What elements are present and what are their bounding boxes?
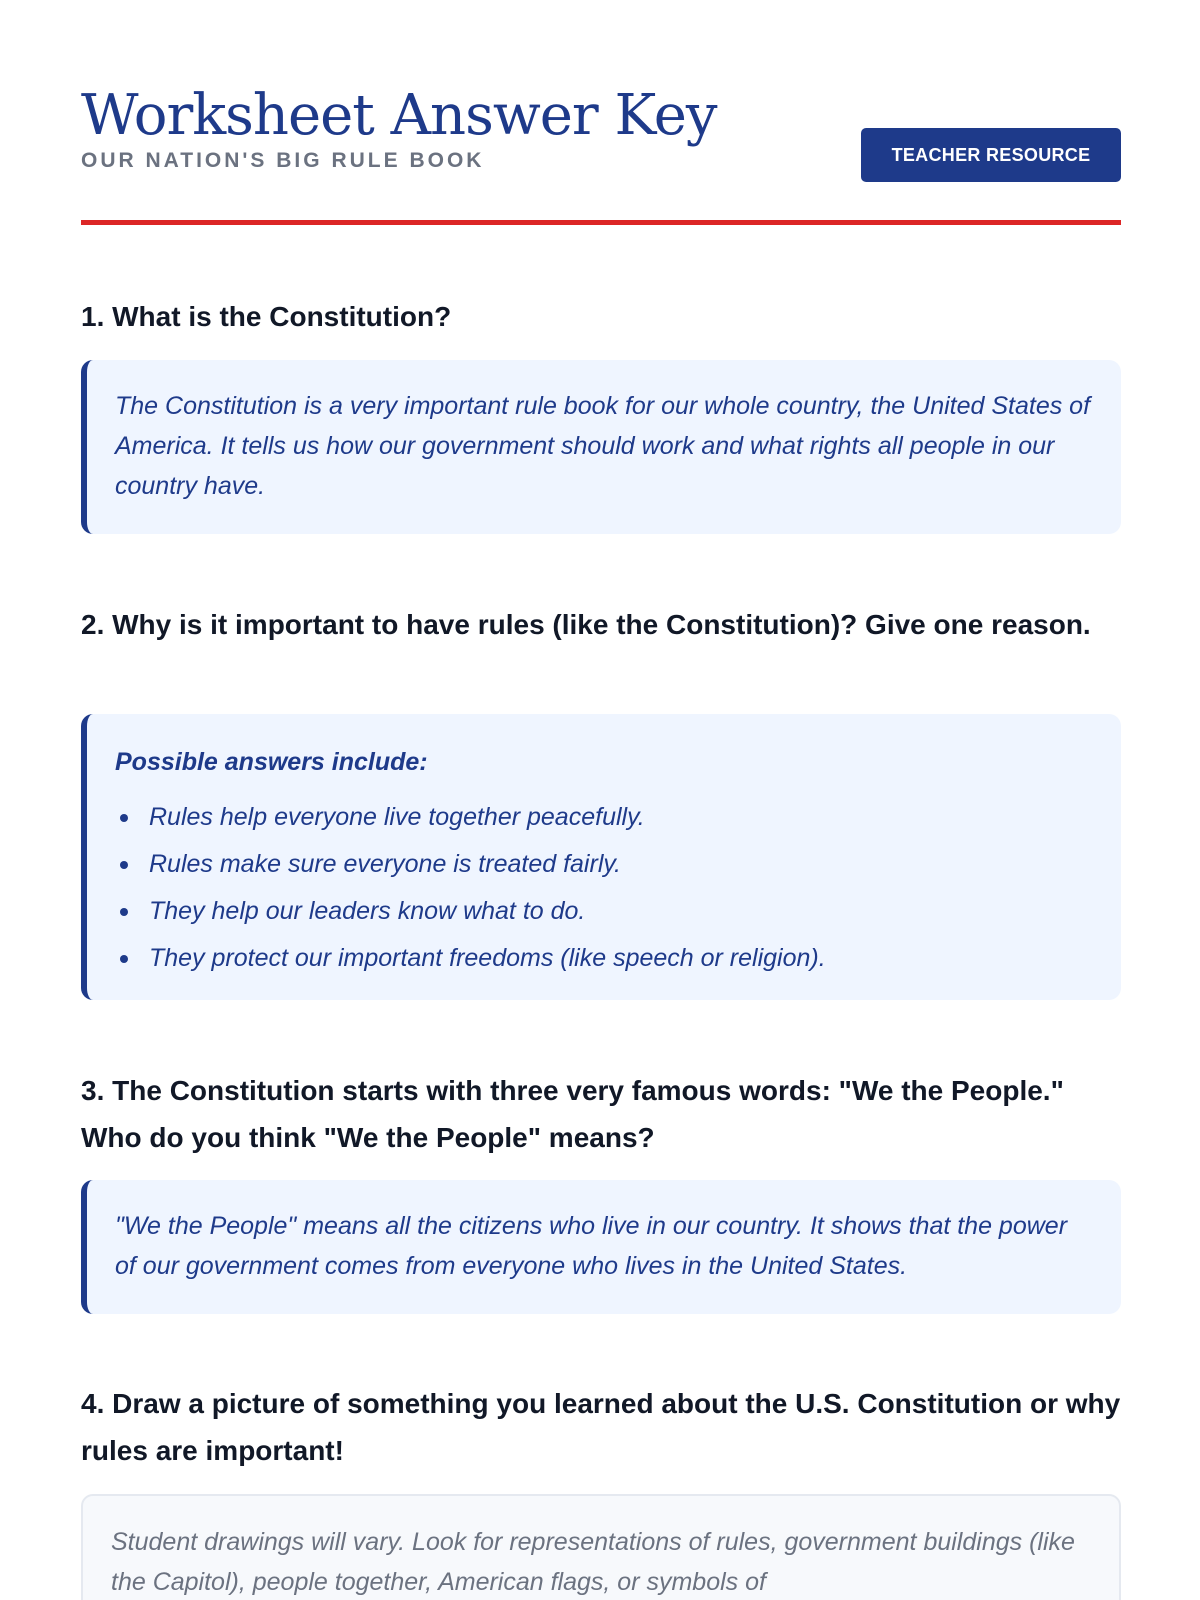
worksheet-page: [81, 0, 1121, 1600]
list-item: They protect our important freedoms (like speech or religion).: [115, 935, 1093, 982]
answer-2: [81, 714, 1121, 1000]
answer-1-text: The Constitution is a very important rule book for our whole country, the United States of America. It tells us how our government should work and what rights all people in our country have.: [115, 392, 1091, 500]
bullet-icon: [120, 908, 128, 916]
list-item: Rules help everyone live together peacefully.: [115, 794, 1093, 841]
answer-4: [81, 1494, 1121, 1600]
answer-4-text: Student drawings will vary. Look for representations of rules, government buildings (like the Capitol), people together, American flags, or symbols of: [111, 1528, 1075, 1596]
answer-1: [81, 360, 1121, 534]
answer-2-list: [115, 794, 1093, 982]
page-header: [81, 80, 1121, 225]
teacher-resource-badge: TEACHER RESOURCE: [861, 128, 1121, 182]
answer-2-lead: Possible answers include:: [115, 748, 428, 776]
question-1: 1. What is the Constitution?: [81, 301, 452, 332]
question-3: 3. The Constitution starts with three very famous words: "We the People." Who do you think "We the People" means?: [81, 1075, 1064, 1153]
answer-3-text: "We the People" means all the citizens who live in our country. It shows that the power of our government comes from everyone who lives in the United States.: [115, 1212, 1068, 1280]
answer-3: [81, 1180, 1121, 1314]
question-4: 4. Draw a picture of something you learned about the U.S. Constitution or why rules are important!: [81, 1388, 1121, 1466]
bullet-icon: [120, 861, 128, 869]
page-subtitle: OUR NATION'S BIG RULE BOOK: [81, 149, 485, 172]
list-item: They help our leaders know what to do.: [115, 888, 1093, 935]
list-item: Rules make sure everyone is treated fairly.: [115, 841, 1093, 888]
page-title: Worksheet Answer Key: [81, 83, 717, 148]
bullet-icon: [120, 955, 128, 963]
bullet-icon: [120, 814, 128, 822]
question-2: 2. Why is it important to have rules (like the Constitution)? Give one reason.: [81, 609, 1091, 640]
header-divider: [81, 220, 1121, 225]
